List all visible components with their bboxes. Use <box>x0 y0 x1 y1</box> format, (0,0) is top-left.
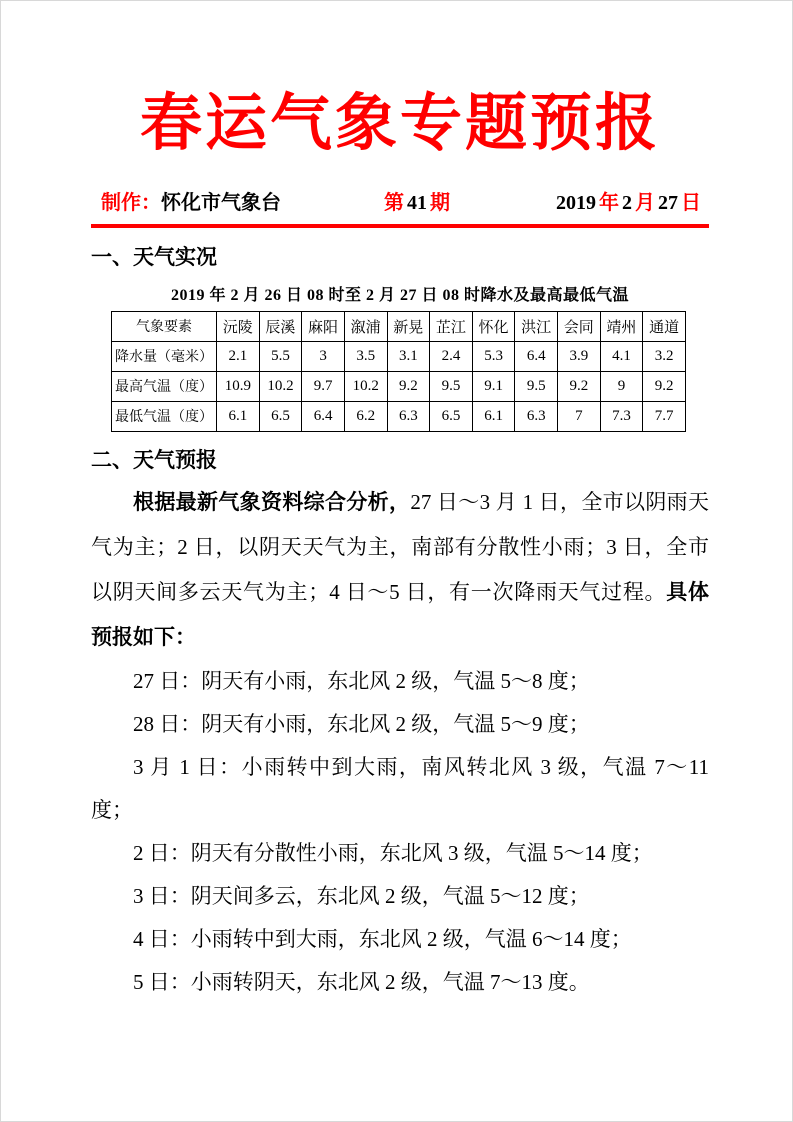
forecast-line-4: 4 日：小雨转中到大雨，东北风 2 级，气温 6～14 度； <box>133 927 632 952</box>
doc-title: 春运气象专题预报 <box>139 90 660 158</box>
table-header-cell: 怀化 <box>472 311 515 341</box>
table-caption: 2019 年 2 月 26 日 08 时至 2 月 27 日 08 时降水及最高最低气温 <box>170 286 629 304</box>
table-cell: 9.2 <box>558 371 601 401</box>
table-header-cell: 靖州 <box>600 311 643 341</box>
table-cell: 7 <box>558 401 601 431</box>
row-label: 降水量（毫米） <box>112 341 217 371</box>
month-label: 月 <box>635 192 655 215</box>
issue-date <box>553 186 701 215</box>
date-year: 2019 <box>556 192 596 215</box>
table-cell: 3.1 <box>387 341 430 371</box>
issue <box>384 186 450 215</box>
issue-number: 41 <box>407 192 427 215</box>
table-cell: 6.1 <box>217 401 260 431</box>
forecast-line-mar1: 3 月 1 日：小雨转中到大雨，南风转北风 3 级，气温 7～11 度； <box>91 755 709 823</box>
section2-heading: 二、天气预报 <box>91 448 217 472</box>
intro-tail-bold: 具体预报如下： <box>91 581 710 650</box>
forecast-line-5: 5 日：小雨转阴天，东北风 2 级，气温 7～13 度。 <box>133 970 590 995</box>
table-cell: 10.2 <box>259 371 302 401</box>
table-header-cell: 芷江 <box>430 311 473 341</box>
date-day: 27 <box>658 192 678 215</box>
table-header-row <box>112 311 686 341</box>
forecast-line-27: 27 日：阴天有小雨，东北风 2 级，气温 5～8 度； <box>133 669 590 694</box>
intro-lead-bold: 根据最新气象资料综合分析， <box>133 491 411 515</box>
table-row-min-temp <box>112 401 686 431</box>
forecast-line-3: 3 日：阴天间多云，东北风 2 级，气温 5～12 度； <box>133 884 590 909</box>
table-cell: 6.4 <box>302 401 345 431</box>
table-cell: 9 <box>600 371 643 401</box>
table-header-cell: 辰溪 <box>259 311 302 341</box>
table-cell: 9.7 <box>302 371 345 401</box>
forecast-intro <box>91 480 709 660</box>
table-cell: 3.2 <box>643 341 686 371</box>
producer-label: 制作： <box>101 192 161 215</box>
forecast-line-28: 28 日：阴天有小雨，东北风 2 级，气温 5～9 度； <box>133 712 590 737</box>
table-cell: 6.5 <box>430 401 473 431</box>
table-cell: 7.3 <box>600 401 643 431</box>
row-label: 最低气温（度） <box>112 401 217 431</box>
header-divider <box>91 224 709 228</box>
table-cell: 5.3 <box>472 341 515 371</box>
weather-table <box>111 311 686 432</box>
table-cell: 6.5 <box>259 401 302 431</box>
forecast-list <box>91 660 709 1004</box>
table-cell: 6.2 <box>344 401 387 431</box>
table-cell: 5.5 <box>259 341 302 371</box>
table-header-cell: 溆浦 <box>344 311 387 341</box>
date-month: 2 <box>622 192 632 215</box>
table-cell: 9.1 <box>472 371 515 401</box>
table-cell: 6.3 <box>387 401 430 431</box>
table-cell: 9.5 <box>515 371 558 401</box>
forecast-line-2: 2 日：阴天有分散性小雨，东北风 3 级，气温 5～14 度； <box>133 841 653 866</box>
issue-suffix: 期 <box>430 192 450 215</box>
year-label: 年 <box>599 192 619 215</box>
table-cell: 9.2 <box>643 371 686 401</box>
table-cell: 6.1 <box>472 401 515 431</box>
table-cell: 6.3 <box>515 401 558 431</box>
table-cell: 2.4 <box>430 341 473 371</box>
row-label: 最高气温（度） <box>112 371 217 401</box>
table-cell: 3.9 <box>558 341 601 371</box>
table-cell: 4.1 <box>600 341 643 371</box>
meta-row <box>91 186 709 215</box>
table-header-cell: 会同 <box>558 311 601 341</box>
page-content <box>1 1 792 1004</box>
table-cell: 10.2 <box>344 371 387 401</box>
day-label: 日 <box>681 192 701 215</box>
table-cell: 9.5 <box>430 371 473 401</box>
table-cell: 3.5 <box>344 341 387 371</box>
table-cell: 9.2 <box>387 371 430 401</box>
section1-heading: 一、天气实况 <box>91 246 217 270</box>
table-row-max-temp <box>112 371 686 401</box>
issue-prefix: 第 <box>384 192 404 215</box>
table-header-cell: 麻阳 <box>302 311 345 341</box>
producer <box>101 186 281 215</box>
intro-body-text: 27 日～3 月 1 日，全市以阴雨天气为主；2 日，以阴天天气为主，南部有分散性小雨；3 日，全市以阴天间多云天气为主；4 日～5 日，有一次降雨天气过程。 <box>91 490 710 605</box>
table-cell: 3 <box>302 341 345 371</box>
table-cell: 10.9 <box>217 371 260 401</box>
table-header-cell: 通道 <box>643 311 686 341</box>
table-cell: 2.1 <box>217 341 260 371</box>
table-header-cell: 新晃 <box>387 311 430 341</box>
table-header-cell: 气象要素 <box>112 311 217 341</box>
table-row-precipitation <box>112 341 686 371</box>
table-cell: 6.4 <box>515 341 558 371</box>
forecast-intro-paragraph <box>91 480 709 660</box>
table-header-cell: 沅陵 <box>217 311 260 341</box>
table-header-cell: 洪江 <box>515 311 558 341</box>
table-cell: 7.7 <box>643 401 686 431</box>
producer-name: 怀化市气象台 <box>161 192 281 215</box>
